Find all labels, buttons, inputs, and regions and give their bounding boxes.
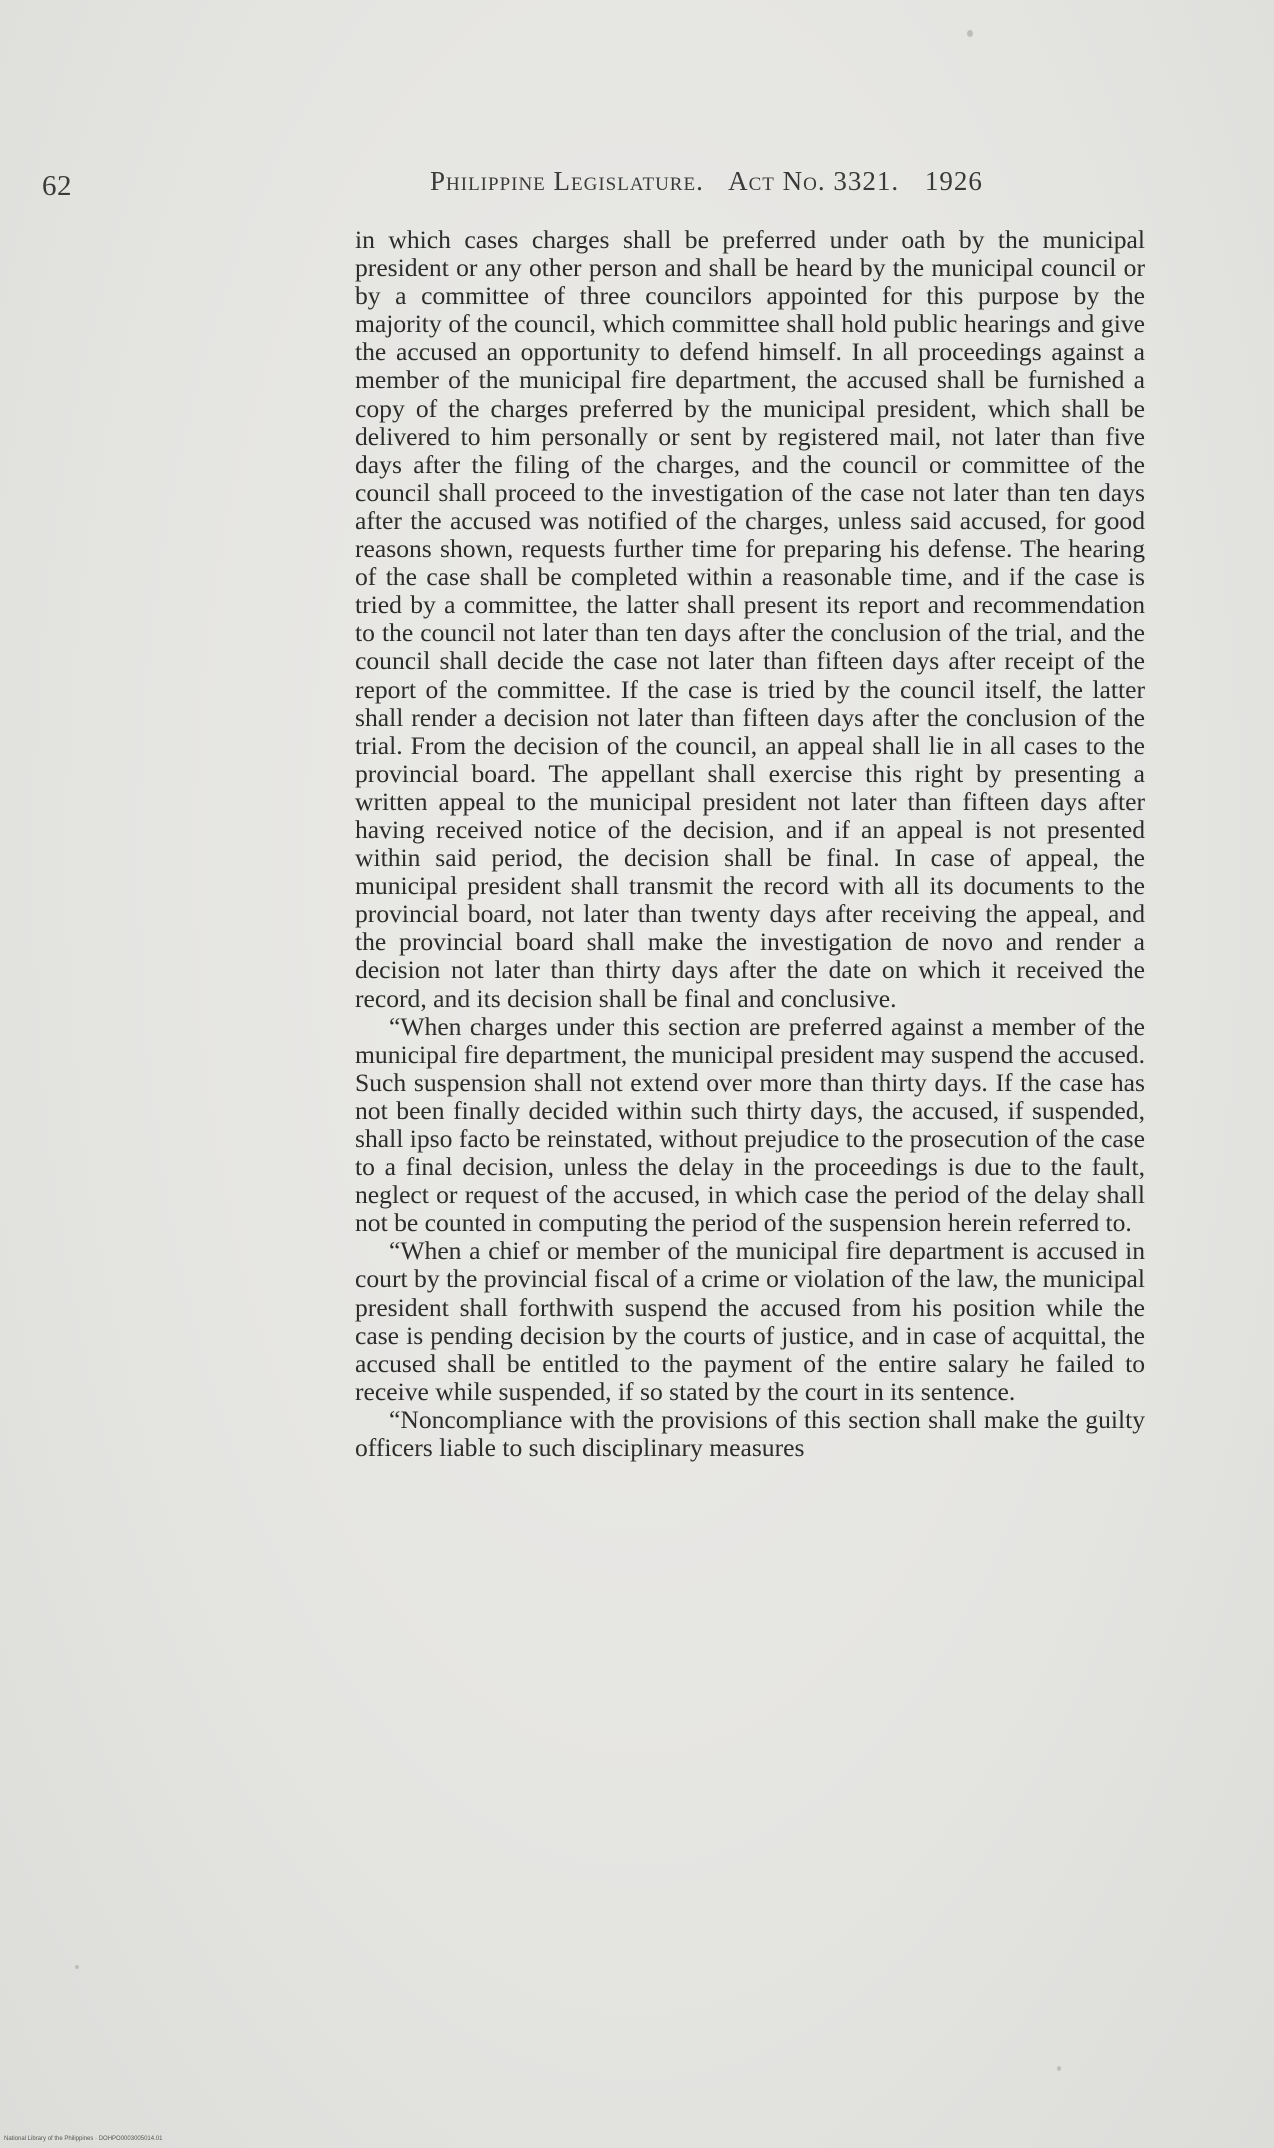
paragraph-noncompliance: “Noncompliance with the provisions of this section shall make the guilty officers liable to such disciplinary measures [355,1404,1145,1463]
body-text [355,226,1145,1462]
page-number: 62 [42,170,72,202]
running-head-act: Act No. 3321. [728,166,900,196]
scan-speck [967,30,973,37]
scan-speck [75,1965,79,1969]
running-head-year: 1926 [924,166,983,196]
paragraph-suspension: “When charges under this section are preferred against a member of the municipal fire department, the municipal president may suspend the accused. Such suspension shall not extend over more than thirty days. If the case has not been finally decided within such thirty days, the accused, if suspended, shall ipso facto be reinstated, without prejudice to the prosecution of the case to a final decision, unless the delay in the proceedings is due to the fault, neglect or request of the accused, in which case the period of the delay shall not be counted in computing the period of the suspension herein referred to. [355,1011,1145,1238]
archive-stamp: National Library of the Philippines · DOHPO0003005014.01 [4,2136,163,2142]
paragraph-court-accusation: “When a chief or member of the municipal fire department is accused in court by the provincial fiscal of a crime or violation of the law, the municipal president shall forthwith suspend the accused from his position while the case is pending decision by the courts of justice, and in case of acquittal, the accused shall be entitled to the payment of the entire salary he failed to receive while suspended, if so stated by the court in its sentence. [355,1236,1145,1406]
running-head-title: Philippine Legislature. [430,166,704,196]
paragraph-continued: in which cases charges shall be preferred under oath by the municipal president or any other person and shall be heard by the municipal council or by a committee of three councilors appointed for this purpose by the majority of the council, which committee shall hold public hearings and give the accused an opportunity to defend himself. In all proceedings against a member of the municipal fire department, the accused shall be furnished a copy of the charges preferred by the municipal president, which shall be delivered to him personally or sent by registered mail, not later than five days after the filing of the charges, and the council or committee of the council shall proceed to the investigation of the case not later than ten days after the accused was notified of the charges, unless said accused, for good reasons shown, requests further time for preparing his defense. The hearing of the case shall be completed within a reasonable time, and if the case is tried by a committee, the latter shall present its report and recommendation to the council not later than ten days after the conclusion of the trial, and the council shall decide the case not later than fifteen days after receipt of the report of the committee. If the case is tried by the council itself, the latter shall render a decision not later than fifteen days after the conclusion of the trial. From the decision of the council, an appeal shall lie in all cases to the provincial board. The appellant shall exercise this right by presenting a written appeal to the municipal president not later than fifteen days after having received notice of the decision, and if an appeal is not presented within said period, the decision shall be final. In case of appeal, the municipal president shall transmit the record with all its documents to the provincial board, not later than twenty days after receiving the appeal, and the provincial board shall make the investigation de novo and render a decision not later than thirty days after the date on which it received the record, and its decision shall be final and conclusive. [355,225,1145,1013]
scan-speck [1057,2066,1061,2071]
running-head [430,166,1150,197]
